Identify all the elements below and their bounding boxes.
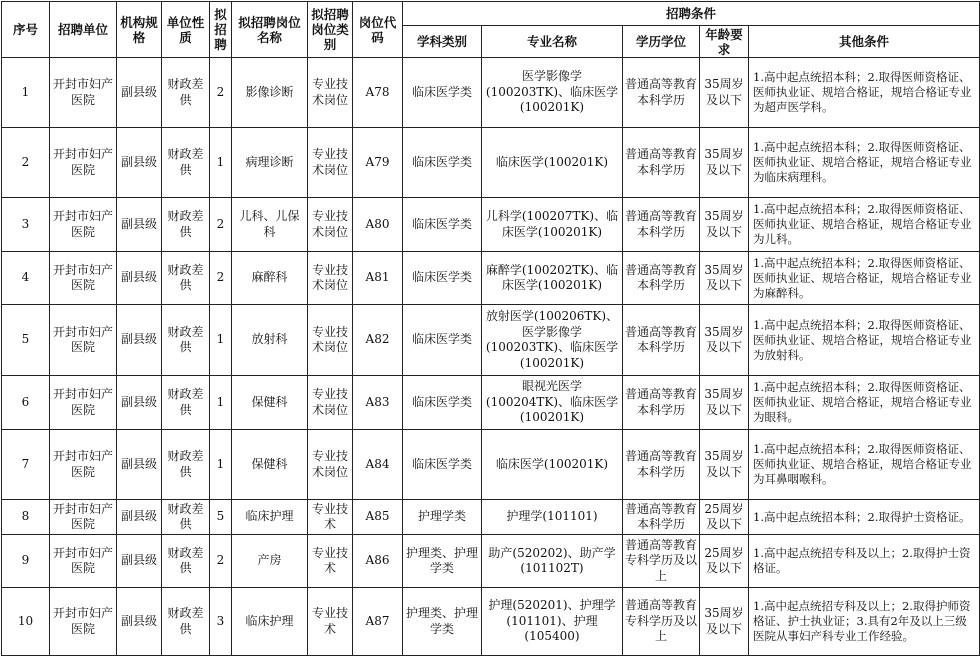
header-age: 年龄要求 <box>700 26 749 58</box>
cell-nature: 财政差供 <box>162 305 210 376</box>
cell-age: 35周岁及以下 <box>700 376 749 430</box>
cell-category: 专业技术岗位 <box>308 430 353 500</box>
cell-seq: 4 <box>2 252 50 305</box>
cell-nature: 财政差供 <box>162 58 210 128</box>
cell-nature: 财政差供 <box>162 252 210 305</box>
cell-nature: 财政差供 <box>162 500 210 535</box>
cell-degree: 普通高等教育本科学历 <box>623 128 700 198</box>
table-row <box>2 252 980 305</box>
cell-post: 麻醉科 <box>232 252 308 305</box>
cell-level: 副县级 <box>117 430 162 500</box>
cell-age: 35周岁及以下 <box>700 430 749 500</box>
cell-age: 35周岁及以下 <box>700 252 749 305</box>
cell-post: 临床护理 <box>232 588 308 656</box>
cell-age: 35周岁及以下 <box>700 128 749 198</box>
cell-other: 1.高中起点统招专科及以上；2.取得护士资格证。 <box>749 535 980 588</box>
cell-post: 保健科 <box>232 376 308 430</box>
cell-unit: 开封市妇产医院 <box>50 252 117 305</box>
table-row <box>2 58 980 128</box>
cell-category: 专业技术 <box>308 588 353 656</box>
cell-count: 2 <box>210 535 232 588</box>
cell-level: 副县级 <box>117 128 162 198</box>
header-level: 机构规格 <box>117 2 162 58</box>
header-discipline: 学科类别 <box>403 26 482 58</box>
cell-seq: 9 <box>2 535 50 588</box>
cell-degree: 普通高等教育本科学历 <box>623 58 700 128</box>
cell-code: A81 <box>353 252 403 305</box>
cell-discipline: 临床医学类 <box>403 198 482 252</box>
cell-count: 1 <box>210 430 232 500</box>
cell-code: A79 <box>353 128 403 198</box>
cell-seq: 8 <box>2 500 50 535</box>
cell-nature: 财政差供 <box>162 535 210 588</box>
cell-unit: 开封市妇产医院 <box>50 128 117 198</box>
table-row <box>2 535 980 588</box>
cell-category: 专业技术岗位 <box>308 252 353 305</box>
cell-seq: 6 <box>2 376 50 430</box>
cell-discipline: 护理类、护理学类 <box>403 588 482 656</box>
cell-major: 放射医学(100206TK)、医学影像学(100203TK)、临床医学(100201K) <box>482 305 623 376</box>
cell-post: 产房 <box>232 535 308 588</box>
header-code: 岗位代码 <box>353 2 403 58</box>
cell-code: A85 <box>353 500 403 535</box>
cell-count: 3 <box>210 588 232 656</box>
header-nature: 单位性质 <box>162 2 210 58</box>
cell-count: 2 <box>210 58 232 128</box>
cell-seq: 10 <box>2 588 50 656</box>
cell-post: 病理诊断 <box>232 128 308 198</box>
cell-major: 医学影像学(100203TK)、临床医学(100201K) <box>482 58 623 128</box>
header-count: 拟招聘 <box>210 2 232 58</box>
cell-major: 临床医学(100201K) <box>482 128 623 198</box>
table-row <box>2 500 980 535</box>
table-row <box>2 128 980 198</box>
table-body <box>2 58 980 656</box>
cell-level: 副县级 <box>117 535 162 588</box>
cell-category: 专业技术岗位 <box>308 198 353 252</box>
cell-major: 儿科学(100207TK)、临床医学(100201K) <box>482 198 623 252</box>
cell-degree: 普通高等教育本科学历 <box>623 430 700 500</box>
table-row <box>2 588 980 656</box>
cell-count: 2 <box>210 252 232 305</box>
cell-other: 1.高中起点统招本科；2.取得医师资格证、医师执业证、规培合格证，规培合格证专业为儿科。 <box>749 198 980 252</box>
header-post: 拟招聘岗位名称 <box>232 2 308 58</box>
cell-level: 副县级 <box>117 588 162 656</box>
cell-post: 放射科 <box>232 305 308 376</box>
cell-code: A84 <box>353 430 403 500</box>
cell-seq: 2 <box>2 128 50 198</box>
header-major: 专业名称 <box>482 26 623 58</box>
cell-code: A78 <box>353 58 403 128</box>
cell-seq: 1 <box>2 58 50 128</box>
cell-unit: 开封市妇产医院 <box>50 376 117 430</box>
cell-category: 专业技术 <box>308 535 353 588</box>
cell-level: 副县级 <box>117 376 162 430</box>
cell-degree: 普通高等教育本科学历 <box>623 305 700 376</box>
cell-major: 护理(520201)、护理学(101101)、护理(105400) <box>482 588 623 656</box>
cell-post: 儿科、儿保科 <box>232 198 308 252</box>
cell-unit: 开封市妇产医院 <box>50 198 117 252</box>
cell-degree: 普通高等教育专科学历及以上 <box>623 535 700 588</box>
cell-age: 25周岁及以下 <box>700 500 749 535</box>
cell-count: 5 <box>210 500 232 535</box>
table-row <box>2 430 980 500</box>
cell-count: 1 <box>210 305 232 376</box>
recruitment-table <box>1 1 980 656</box>
cell-nature: 财政差供 <box>162 128 210 198</box>
cell-count: 1 <box>210 128 232 198</box>
cell-other: 1.高中起点统招本科；2.取得医师资格证、医师执业证、规培合格证，规培合格证专业为超声医学科。 <box>749 58 980 128</box>
cell-code: A80 <box>353 198 403 252</box>
cell-nature: 财政差供 <box>162 588 210 656</box>
cell-discipline: 临床医学类 <box>403 252 482 305</box>
table-row <box>2 376 980 430</box>
header-conditions: 招聘条件 <box>403 2 980 26</box>
cell-seq: 7 <box>2 430 50 500</box>
cell-nature: 财政差供 <box>162 198 210 252</box>
cell-discipline: 临床医学类 <box>403 58 482 128</box>
cell-major: 临床医学(100201K) <box>482 430 623 500</box>
header-seq: 序号 <box>2 2 50 58</box>
cell-other: 1.高中起点统招本科；2.取得医师资格证、医师执业证、规培合格证，规培合格证专业为麻醉科。 <box>749 252 980 305</box>
header-degree: 学历学位 <box>623 26 700 58</box>
cell-level: 副县级 <box>117 252 162 305</box>
cell-discipline: 临床医学类 <box>403 305 482 376</box>
cell-post: 临床护理 <box>232 500 308 535</box>
cell-age: 25周岁及以下 <box>700 535 749 588</box>
cell-category: 专业技术 <box>308 500 353 535</box>
table-row <box>2 198 980 252</box>
cell-discipline: 护理学类 <box>403 500 482 535</box>
cell-category: 专业技术岗位 <box>308 376 353 430</box>
cell-major: 麻醉学(100202TK)、临床医学(100201K) <box>482 252 623 305</box>
cell-other: 1.高中起点统招专科及以上；2.取得护师资格证、护士执业证；3.具有2年及以上三级医院从事妇产科专业工作经验。 <box>749 588 980 656</box>
cell-unit: 开封市妇产医院 <box>50 58 117 128</box>
cell-age: 35周岁及以下 <box>700 58 749 128</box>
cell-nature: 财政差供 <box>162 430 210 500</box>
cell-discipline: 临床医学类 <box>403 128 482 198</box>
cell-age: 35周岁及以下 <box>700 305 749 376</box>
cell-post: 影像诊断 <box>232 58 308 128</box>
cell-discipline: 临床医学类 <box>403 376 482 430</box>
cell-category: 专业技术岗位 <box>308 128 353 198</box>
cell-nature: 财政差供 <box>162 376 210 430</box>
cell-unit: 开封市妇产医院 <box>50 305 117 376</box>
cell-other: 1.高中起点统招本科；2.取得医师资格证、医师执业证、规培合格证，规培合格证专业为放射科。 <box>749 305 980 376</box>
cell-discipline: 护理类、护理学类 <box>403 535 482 588</box>
cell-post: 保健科 <box>232 430 308 500</box>
cell-major: 护理学(101101) <box>482 500 623 535</box>
cell-code: A82 <box>353 305 403 376</box>
cell-category: 专业技术岗位 <box>308 305 353 376</box>
cell-unit: 开封市妇产医院 <box>50 535 117 588</box>
cell-degree: 普通高等教育专科学历及以上 <box>623 588 700 656</box>
cell-unit: 开封市妇产医院 <box>50 588 117 656</box>
cell-level: 副县级 <box>117 58 162 128</box>
header-unit: 招聘单位 <box>50 2 117 58</box>
cell-other: 1.高中起点统招本科；2.取得护士资格证。 <box>749 500 980 535</box>
cell-count: 1 <box>210 376 232 430</box>
table-row <box>2 305 980 376</box>
header-row-1 <box>2 2 980 26</box>
cell-degree: 普通高等教育本科学历 <box>623 500 700 535</box>
cell-age: 35周岁及以下 <box>700 198 749 252</box>
cell-seq: 3 <box>2 198 50 252</box>
cell-degree: 普通高等教育本科学历 <box>623 376 700 430</box>
cell-category: 专业技术岗位 <box>308 58 353 128</box>
cell-count: 2 <box>210 198 232 252</box>
cell-level: 副县级 <box>117 305 162 376</box>
cell-degree: 普通高等教育本科学历 <box>623 198 700 252</box>
cell-code: A87 <box>353 588 403 656</box>
cell-degree: 普通高等教育本科学历 <box>623 252 700 305</box>
cell-code: A86 <box>353 535 403 588</box>
cell-level: 副县级 <box>117 198 162 252</box>
cell-level: 副县级 <box>117 500 162 535</box>
cell-discipline: 临床医学类 <box>403 430 482 500</box>
header-other: 其他条件 <box>749 26 980 58</box>
cell-seq: 5 <box>2 305 50 376</box>
cell-other: 1.高中起点统招本科；2.取得医师资格证、医师执业证、规培合格证，规培合格证专业为眼科。 <box>749 376 980 430</box>
cell-unit: 开封市妇产医院 <box>50 500 117 535</box>
cell-major: 眼视光医学(100204TK)、临床医学(100201K) <box>482 376 623 430</box>
header-category: 拟招聘岗位类别 <box>308 2 353 58</box>
cell-unit: 开封市妇产医院 <box>50 430 117 500</box>
cell-other: 1.高中起点统招本科；2.取得医师资格证、医师执业证、规培合格证，规培合格证专业为临床病理科。 <box>749 128 980 198</box>
cell-major: 助产(520202)、助产学(101102T) <box>482 535 623 588</box>
cell-age: 35周岁及以下 <box>700 588 749 656</box>
cell-other: 1.高中起点统招本科；2.取得医师资格证、医师执业证、规培合格证，规培合格证专业为耳鼻咽喉科。 <box>749 430 980 500</box>
cell-code: A83 <box>353 376 403 430</box>
